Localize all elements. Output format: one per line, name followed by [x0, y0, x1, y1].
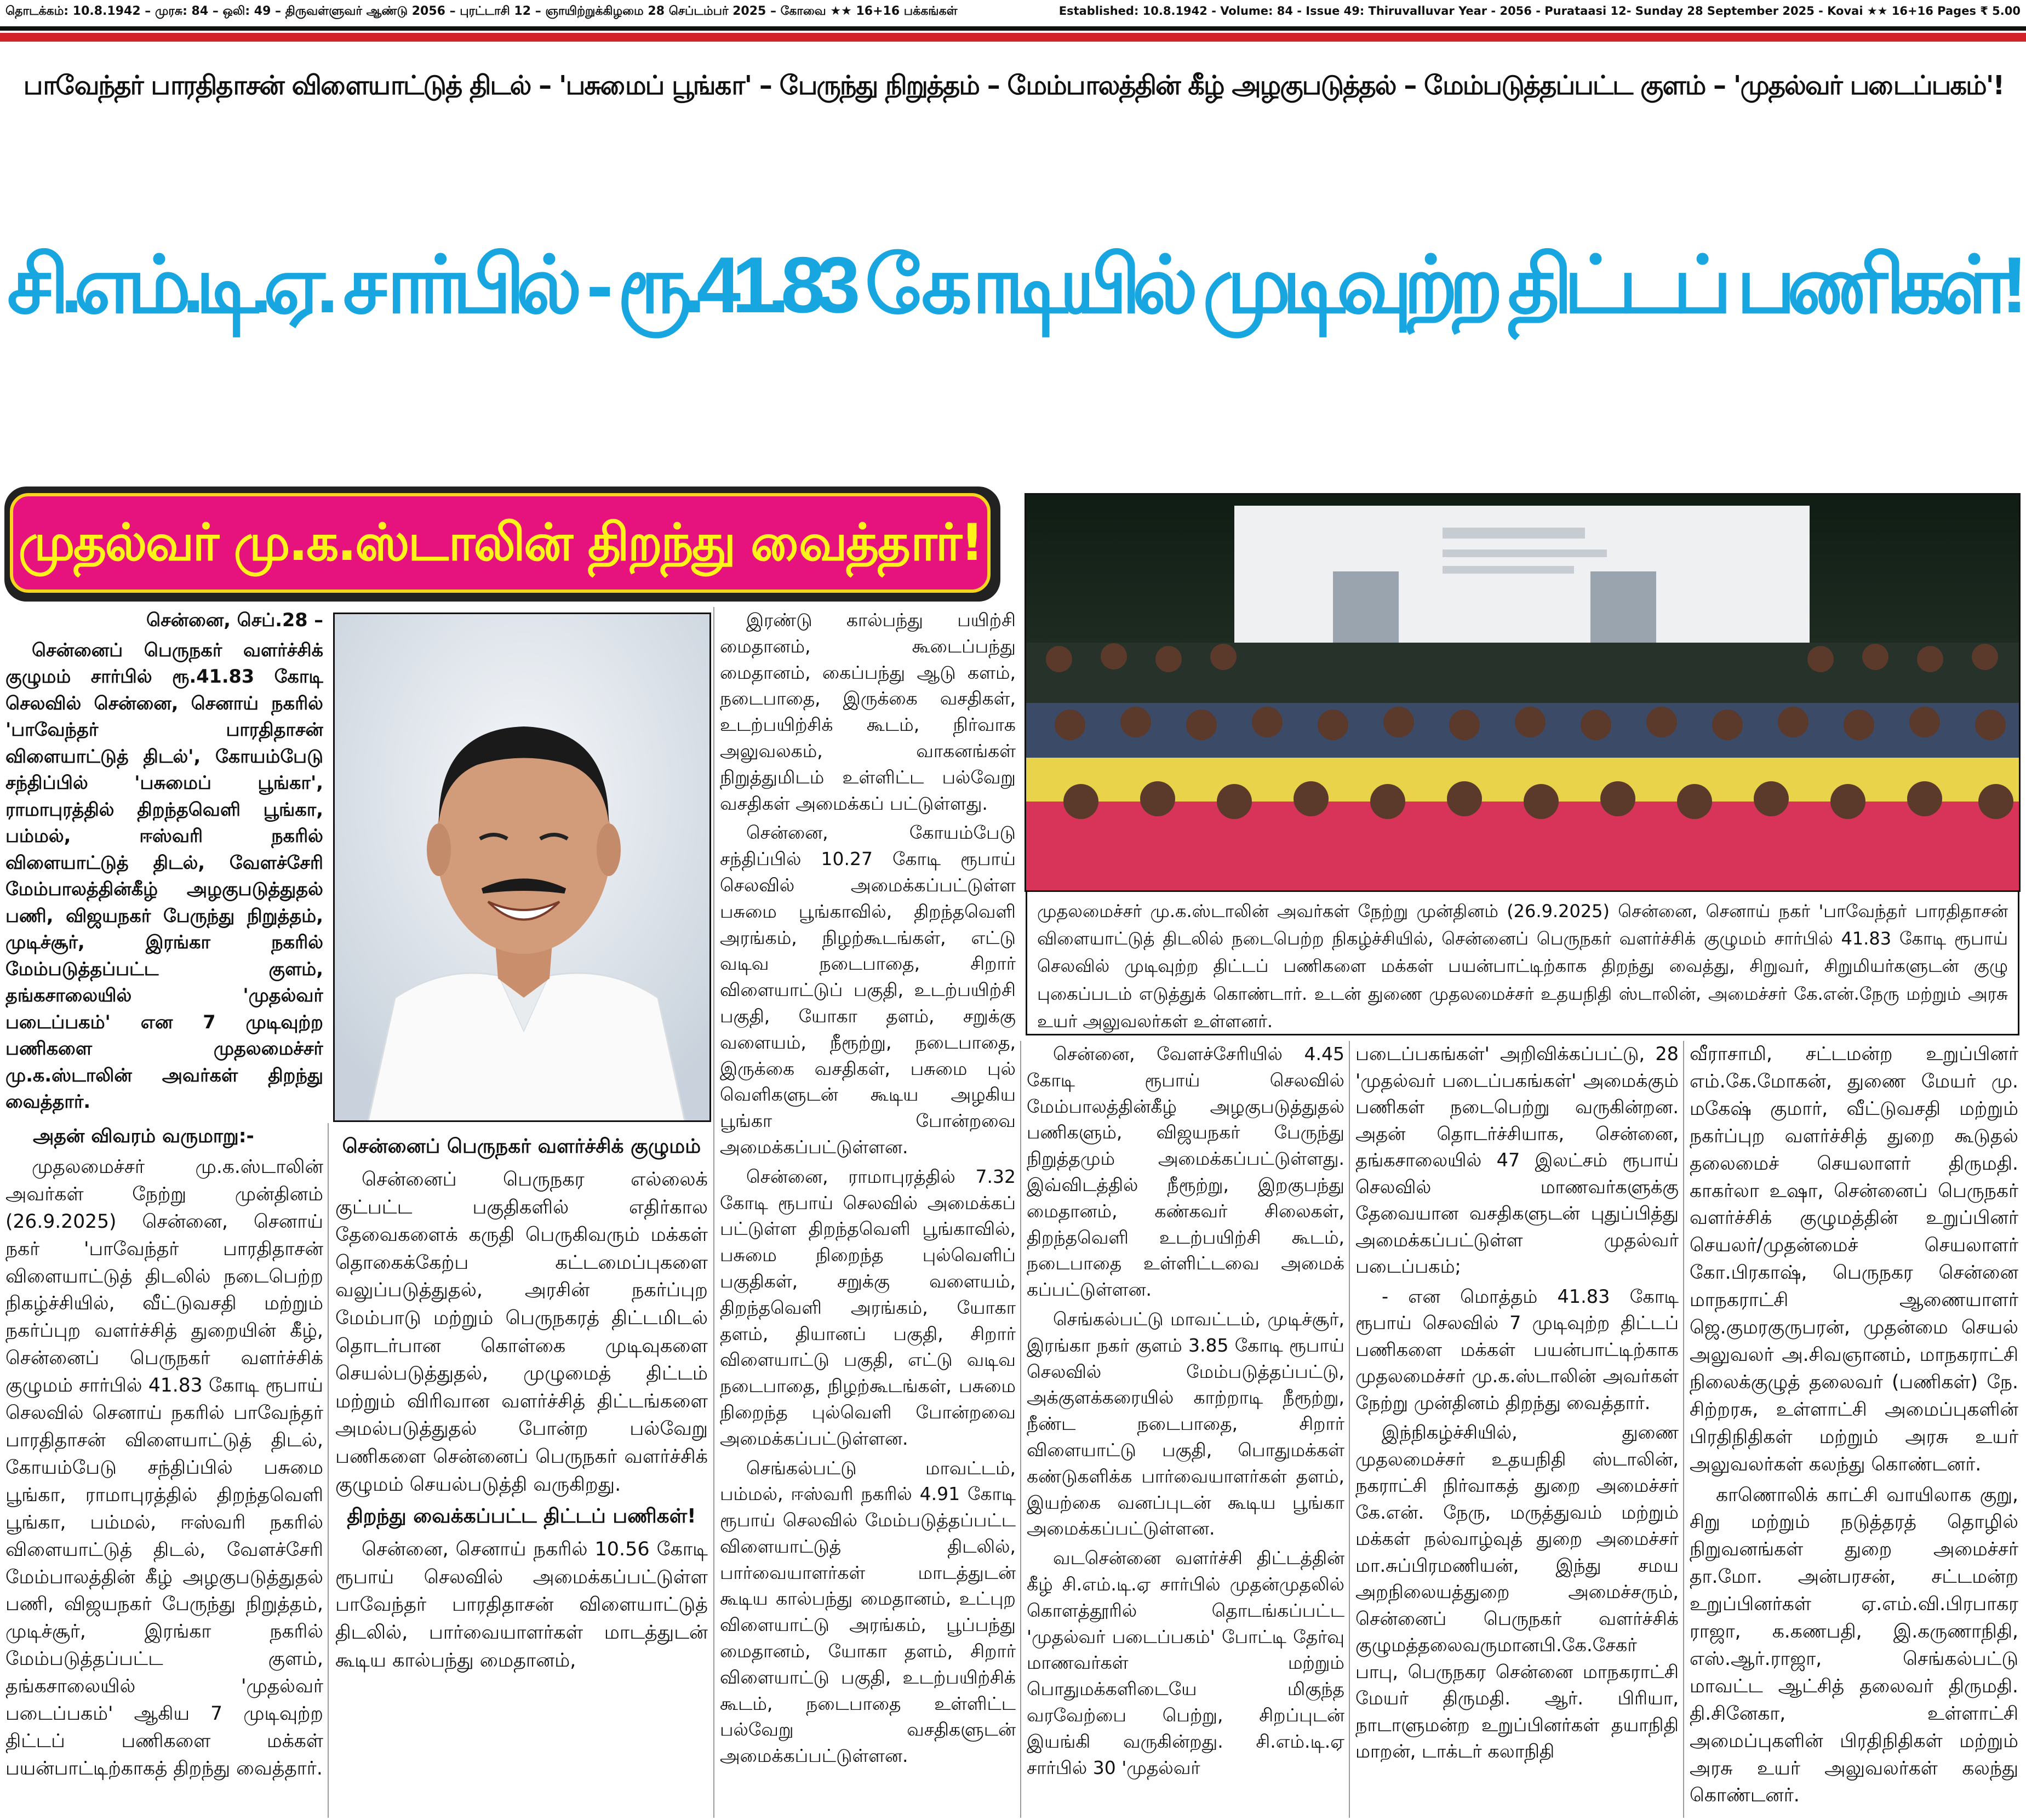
column-rule	[713, 607, 714, 1818]
col3-paragraph-2: சென்னை, கோயம்பேடு சந்திப்பில் 10.27 கோடி ரூபாய் செலவில் அமைக்கப்பட்டுள்ள பசுமை பூங்காவில், திறந்தவெளி அரங்கம், நிழற்கூடங்கள், எட்டு வடிவ நடைபாதை, சிறார் விளையாட்டுப் பகுதி, உடற்பயிற்சி பகுதி, யோகா தளம், சறுக்கு வளையம், நீரூற்று, நடைபாதை, இருக்கை வசதிகள், பசுமை புல் வெளிகளுடன் கூடிய அழகிய பூங்கா போன்றவை அமைக்கப்பட்டுள்ளன.	[720, 822, 1016, 1158]
main-headline: சி.எம்.டி.ஏ. சார்பில் - ரூ.41.83 கோடியில் முடிவுற்ற திட்டப் பணிகள்!	[7, 241, 2019, 329]
col2-paragraph-1: சென்னைப் பெருநகர எல்லைக் குட்பட்ட பகுதிகளில் எதிர்கால தேவைகளைக் கருதி பெருகிவரும் மக்கள் தொகைக்கேற்ப கட்டமைப்புகளை வலுப்படுத்துதல், அரசின் நகர்ப்புற மேம்பாடு மற்றும் பெருநகரத் திட்டமிடல் தொடர்பான கொள்கை முடிவுகளை செயல்படுத்துதல், முழுமைத் திட்டம் மற்றும் விரிவான வளர்ச்சித் திட்டங்களை அமல்படுத்துதல் போன்ற பல்வேறு பணிகளை சென்னைப் பெருநகர் வளர்ச்சிக் குழுமம் செயல்படுத்தி வருகிறது.	[335, 1169, 708, 1496]
col2-heading: சென்னைப் பெருநகர் வளர்ச்சிக் குழுமம்	[342, 1135, 701, 1158]
col4-paragraph-1: சென்னை, வேளச்சேரியில் 4.45 கோடி ரூபாய் செலவில் மேம்பாலத்தின்கீழ் அழகுபடுத்துதல் பணிகளும், விஜயநகர் பேருந்து நிறுத்தமும் அமைக்கப்பட்டுள்ளது. இவ்விடத்தில் நீரூற்று, இறகுபந்து மைதானம், கண்கவர் சிலைகள், திறந்தவெளி உடற்பயிற்சி கூடம், நடைபாதை உள்ளிட்டவை அமைக் கப்பட்டுள்ளன.	[1027, 1043, 1344, 1301]
col5-paragraph-1: படைப்பகங்கள்' அறிவிக்கப்பட்டு, 28 'முதல்வர் படைப்பகங்கள்' அமைக்கும் பணிகள் நடைபெற்று வருகின்றன. அதன் தொடர்ச்சியாக, சென்னை, தங்கசாலையில் 47 இலட்சம் ரூபாய் செலவில் மாணவர்களுக்கு தேவையான வசதிகளுடன் புதுப்பித்து அமைக்கப்பட்டுள்ள முதல்வர் படைப்பகம்;	[1355, 1043, 1679, 1277]
article-column-1	[5, 1123, 323, 1818]
column-rule	[1683, 1041, 1684, 1818]
lead-paragraph: சென்னைப் பெருநகர் வளர்ச்சிக் குழுமம் சார்பில் ரூ.41.83 கோடி செலவில் சென்னை, செனாய் நகரில் 'பாவேந்தர் பாரதிதாசன் விளையாட்டுத் திடல்', கோயம்பேடு சந்திப்பில் 'பசுமைப் பூங்கா', ராமாபுரத்தில் திறந்தவெளி பூங்கா, பம்மல், ஈஸ்வரி நகரில் விளையாட்டுத் திடல், வேளச்சேரி மேம்பாலத்தின்கீழ் அழகுபடுத்துதல் பணி, விஜயநகர் பேருந்து நிறுத்தம், முடிச்சூர், இரங்கா நகரில் மேம்படுத்தப்பட்ட குளம், தங்கசாலையில் 'முதல்வர் படைப்பகம்' என 7 முடிவுற்ற பணிகளை முதலமைச்சர் மு.க.ஸ்டாலின் அவர்கள் திறந்து வைத்தார்.	[5, 639, 323, 1112]
group-photo	[1025, 493, 2021, 892]
col1-body: முதலமைச்சர் மு.க.ஸ்டாலின் அவர்கள் நேற்று முன்தினம் (26.9.2025) சென்னை, செனாய் நகர் 'பாவேந்தர் பாரதிதாசன் விளையாட்டுத் திடலில் நடைபெற்ற நிகழ்ச்சியில், வீட்டுவசதி மற்றும் நகர்ப்புற வளர்ச்சித் துறையின் கீழ், சென்னைப் பெருநகர் வளர்ச்சிக் குழுமம் சார்பில் 41.83 கோடி ரூபாய் செலவில் செனாய் நகரில் பாவேந்தர் பாரதிதாசன் விளையாட்டுத் திடல், கோயம்பேடு சந்திப்பில் பசுமை பூங்கா, ராமாபுரத்தில் திறந்தவெளி பூங்கா, பம்மல், ஈஸ்வரி நகரில் விளையாட்டுத் திடல், வேளச்சேரி மேம்பாலத்தின் கீழ் அழகுபடுத்துதல் பணி, விஜயநகர் பேருந்து நிறுத்தம், முடிச்சூர், இரங்கா நகரில் மேம்படுத்தப்பட்ட குளம், தங்கசாலையில் 'முதல்வர் படைப்பகம்' ஆகிய 7 முடிவுற்ற திட்டப் பணிகளை மக்கள் பயன்பாட்டிற்காகத் திறந்து வைத்தார்.	[5, 1155, 323, 1779]
col6-paragraph-1: வீராசாமி, சட்டமன்ற உறுப்பினர் எம்.கே.மோகன், துணை மேயர் மு. மகேஷ் குமார், வீட்டுவசதி மற்றும் நகர்ப்புற வளர்ச்சித் துறை கூடுதல் தலைமைச் செயலாளர் திருமதி. காகர்லா உஷா, சென்னைப் பெருநகர் வளர்ச்சிக் குழுமத்தின் உறுப்பினர் செயலர்/முதன்மைச் செயலாளர் கோ.பிரகாஷ், பெருநகர சென்னை மாநகராட்சி ஆணையாளர் ஜெ.குமரகுருபரன், முதன்மை செயல் அலுவலர் அ.சிவஞானம், மாநகராட்சி நிலைக்குழுத் தலைவர் (பணிகள்) நே. சிற்றரசு, உள்ளாட்சி அமைப்புகளின் பிரதிநிதிகள் மற்றும் அரசு உயர் அலுவலர்கள் கலந்து கொண்டனர்.	[1690, 1043, 2018, 1475]
masthead-tamil: தொடக்கம்: 10.8.1942 – முரசு: 84 – ஒலி: 49 – திருவள்ளுவர் ஆண்டு 2056 – புரட்டாசி 12 – ஞாயிற்றுக்கிழமை 28 செப்டம்பர் 2025 – கோவை ★★ 16+16 பக்கங்கள்	[5, 4, 958, 18]
article-column-6	[1690, 1041, 2018, 1818]
column-rule	[328, 1123, 329, 1818]
article-column-2	[335, 1129, 708, 1818]
masthead	[0, 0, 2026, 24]
group-photo-illustration	[1026, 495, 2021, 892]
col3-paragraph-3: சென்னை, ராமாபுரத்தில் 7.32 கோடி ரூபாய் செலவில் அமைக்கப் பட்டுள்ள திறந்தவெளி பூங்காவில், பசுமை நிறைந்த புல்வெளிப் பகுதிகள், சறுக்கு வளையம், திறந்தவெளி அரங்கம், யோகா தளம், தியானப் பகுதி, சிறார் விளையாட்டு பகுதி, எட்டு வடிவ நடைபாதை, நிழற்கூடங்கள், பசுமை நிறைந்த புல்வெளி போன்றவை அமைக்கப்பட்டுள்ளன.	[720, 1165, 1016, 1449]
column-rule	[1020, 1041, 1021, 1818]
photo-caption: முதலமைச்சர் மு.க.ஸ்டாலின் அவர்கள் நேற்று முன்தினம் (26.9.2025) சென்னை, செனாய் நகர் 'பாவேந்தர் பாரதிதாசன் விளையாட்டுத் திடலில் நடைபெற்ற நிகழ்ச்சியில், சென்னைப் பெருநகர் வளர்ச்சிக் குழுமம் சார்பில் 41.83 கோடி ரூபாய் செலவில் முடிவுற்ற திட்டப் பணிகளை மக்கள் பயன்பாட்டிற்காக திறந்து வைத்து, சிறுவர், சிறுமியர்களுடன் குழு புகைப்படம் எடுத்துக் கொண்டார். உடன் துணை முதலமைச்சர் உதயநிதி ஸ்டாலின், அமைச்சர் கே.என்.நேரு மற்றும் அரசு உயர் அலுவலர்கள் உள்ளனர்.	[1026, 892, 2019, 1035]
col2-heading-2: திறந்து வைக்கப்பட்ட திட்டப் பணிகள்!	[347, 1505, 696, 1528]
dateline: சென்னை, செப்.28 –	[146, 609, 323, 631]
article-column-4	[1027, 1041, 1344, 1818]
col4-paragraph-3: வடசென்னை வளர்ச்சி திட்டத்தின் கீழ் சி.எம்.டி.ஏ சார்பில் முதன்முதலில் கொளத்தூரில் தொடங்கப்பட்ட 'முதல்வர் படைப்பகம்' போட்டி தேர்வு மாணவர்கள் மற்றும் பொதுமக்களிடையே மிகுந்த வரவேற்பை பெற்று, சிறப்புடன் இயங்கி வருகின்றது. சி.எம்.டி.ஏ சார்பில் 30 'முதல்வர்	[1027, 1547, 1344, 1778]
article-column-3	[720, 607, 1016, 1818]
col6-paragraph-2: காணொலிக் காட்சி வாயிலாக குறு, சிறு மற்றும் நடுத்தரத் தொழில் நிறுவனங்கள் துறை அமைச்சர் தா.மோ. அன்பரசன், சட்டமன்ற உறுப்பினர்கள் ஏ.எம்.வி.பிரபாகர ராஜா, க.கணபதி, இ.கருணாநிதி, எஸ்.ஆர்.ராஜா, செங்கல்பட்டு மாவட்ட ஆட்சித் தலைவர் திருமதி. தி.சினேகா, உள்ளாட்சி அமைப்புகளின் பிரதிநிதிகள் மற்றும் அரசு உயர் அலுவலர்கள் கலந்து கொண்டனர்.	[1690, 1484, 2018, 1807]
masthead-red-rule	[0, 33, 2026, 42]
article-column-5	[1355, 1041, 1679, 1818]
column-rule	[1349, 1041, 1350, 1818]
masthead-rule	[0, 26, 2026, 31]
details-subhead: அதன் விவரம் வருமாறு:-	[33, 1125, 254, 1147]
kicker-line: பாவேந்தர் பாரதிதாசன் விளையாட்டுத் திடல் – 'பசுமைப் பூங்கா' – பேருந்து நிறுத்தம் – மேம்பாலத்தின் கீழ் அழகுபடுத்தல் – மேம்படுத்தப்பட்ட குளம் – 'முதல்வர் படைப்பகம்'!	[23, 70, 2004, 101]
col5-paragraph-3: இந்நிகழ்ச்சியில், துணை முதலமைச்சர் உதயநிதி ஸ்டாலின், நகராட்சி நிர்வாகத் துறை அமைச்சர் கே.என். நேரு, மருத்துவம் மற்றும் மக்கள் நல்வாழ்வுத் துறை அமைச்சர் மா.சுப்பிரமணியன், இந்து சமய அறநிலையத்துறை அமைச்சரும், சென்னைப் பெருநகர் வளர்ச்சிக் குழுமத்தலைவருமானபி.கே.சேகர் பாபு, பெருநகர சென்னை மாநகராட்சி மேயர் திருமதி. ஆர். பிரியா, நாடாளுமன்ற உறுப்பினர்கள் தயாநிதி மாறன், டாக்டர் கலாநிதி	[1355, 1422, 1679, 1762]
col5-paragraph-2: - என மொத்தம் 41.83 கோடி ரூபாய் செலவில் 7 முடிவுற்ற திட்டப் பணிகளை மக்கள் பயன்பாட்டிற்காக முதலமைச்சர் மு.க.ஸ்டாலின் அவர்கள் நேற்று முன்தினம் திறந்து வைத்தார்.	[1355, 1285, 1679, 1413]
portrait-photo	[333, 613, 711, 1122]
banner-text: முதல்வர் மு.க.ஸ்டாலின் திறந்து வைத்தார்!	[10, 493, 991, 593]
col4-paragraph-2: செங்கல்பட்டு மாவட்டம், முடிச்சூர், இரங்கா நகர் குளம் 3.85 கோடி ரூபாய் செலவில் மேம்படுத்தப்பட்டு, அக்குளக்கரையில் காற்றாடி நீரூற்று, நீண்ட நடைபாதை, சிறார் விளையாட்டு பகுதி, பொதுமக்கள் கண்டுகளிக்க பார்வையாளர்கள் தளம், இயற்கை வனப்புடன் கூடிய பூங்கா அமைக்கப்பட்டுள்ளன.	[1027, 1308, 1344, 1539]
banner	[4, 487, 1000, 602]
col3-paragraph-1: இரண்டு கால்பந்து பயிற்சி மைதானம், கூடைப்பந்து மைதானம், கைப்பந்து ஆடு களம், நடைபாதை, இருக்கை வசதிகள், உடற்பயிற்சிக் கூடம், நிர்வாக அலுவலகம், வாகனங்கள் நிறுத்துமிடம் உள்ளிட்ட பல்வேறு வசதிகள் அமைக்கப் பட்டுள்ளது.	[720, 609, 1016, 814]
col3-paragraph-4: செங்கல்பட்டு மாவட்டம், பம்மல், ஈஸ்வரி நகரில் 4.91 கோடி ரூபாய் செலவில் மேம்படுத்தப்பட்ட விளையாட்டுத் திடலில், பார்வையாளர்கள் மாடத்துடன் கூடிய கால்பந்து மைதானம், உட்புற விளையாட்டு அரங்கம், பூப்பந்து மைதானம், யோகா தளம், சிறார் விளையாட்டு பகுதி, உடற்பயிற்சிக் கூடம், நடைபாதை உள்ளிட்ட பல்வேறு வசதிகளுடன் அமைக்கப்பட்டுள்ளன.	[720, 1457, 1016, 1767]
article-lead	[5, 607, 323, 1119]
portrait-illustration	[335, 614, 711, 1122]
col2-paragraph-2: சென்னை, செனாய் நகரில் 10.56 கோடி ரூபாய் செலவில் அமைக்கப்பட்டுள்ள பாவேந்தர் பாரதிதாசன் விளையாட்டுத் திடலில், பார்வையாளர்கள் மாடத்துடன் கூடிய கால்பந்து மைதானம்,	[335, 1538, 708, 1672]
masthead-english: Established: 10.8.1942 - Volume: 84 - Issue 49: Thiruvalluvar Year - 2056 - Purataasi 12- Sunday 28 September 2025 - Kovai ★★ 16+16 Pages ₹ 5.00	[1058, 4, 2021, 18]
